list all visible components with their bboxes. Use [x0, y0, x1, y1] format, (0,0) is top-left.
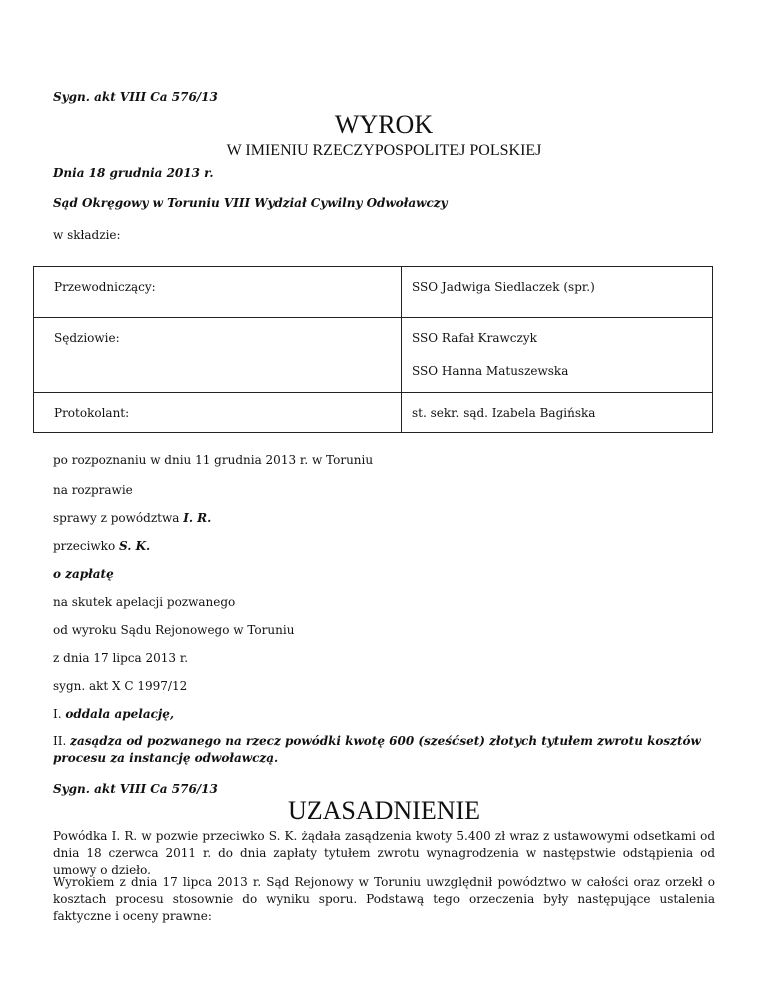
judgment-date: Dnia 18 grudnia 2013 r.	[53, 166, 214, 180]
justification-signature: Sygn. akt VIII Ca 576/13	[53, 782, 218, 796]
justification-title: UZASADNIENIE	[287, 796, 481, 825]
composition-label: w składzie:	[53, 228, 121, 242]
clerk-value: st. sekr. sąd. Izabela Bagińska	[402, 393, 713, 433]
ruling-item-2-number: II.	[53, 734, 67, 748]
justification-paragraph-1: Powódka I. R. w pozwie przeciwko S. K. żądała zasądzenia kwoty 5.400 zł wraz z ustawowymi odsetkami od dnia 18 czerwca 2011 r. do dnia zapłaty tytułem zwrotu wynagrodzenia w następstwie odstąpienia od umowy o dzieło.	[53, 829, 715, 877]
court-name: Sąd Okręgowy w Toruniu VIII Wydział Cywilny Odwoławczy	[53, 196, 448, 210]
document-subtitle: W IMIENIU RZECZYPOSPOLITEJ POLSKIEJ	[226, 142, 542, 159]
from-judgment-line: od wyroku Sądu Rejonowego w Toruniu	[53, 623, 295, 637]
panel-table	[33, 266, 713, 433]
panel-row-clerk	[34, 393, 713, 433]
clerk-label: Protokolant:	[34, 393, 402, 433]
chair-label: Przewodniczący:	[34, 267, 402, 318]
mode-line: na rozprawie	[53, 483, 133, 497]
ruling-item-2-text: zasądza od pozwanego na rzecz powódki kwotę 600 (sześćset) złotych tytułem zwrotu kosztów procesu za instancję odwoławczą.	[53, 734, 701, 765]
ruling-item-1-text: oddala apelację,	[65, 707, 175, 721]
against-prefix: przeciwko	[53, 539, 119, 553]
against-line	[53, 538, 150, 555]
defendant: S. K.	[118, 539, 151, 553]
case-number-line: sygn. akt X C 1997/12	[53, 679, 188, 693]
panel-row-judges	[34, 318, 713, 393]
panel-row-chair	[34, 267, 713, 318]
ruling-item-1-number: I.	[53, 707, 62, 721]
judges-label: Sędziowie:	[34, 318, 402, 393]
judge-name: SSO Rafał Krawczyk	[412, 331, 537, 345]
judge-name: SSO Hanna Matuszewska	[412, 364, 569, 378]
document-title: WYROK	[334, 110, 434, 139]
judgment-date-line: z dnia 17 lipca 2013 r.	[53, 651, 189, 665]
ruling-item-2	[53, 733, 715, 767]
justification-paragraph-2: Wyrokiem z dnia 17 lipca 2013 r. Sąd Rejonowy w Toruniu uwzględnił powództwo w całości oraz orzekł o kosztach procesu stosownie do wyniku sporu. Podstawą tego orzeczenia były następujące ustalenia faktyczne i oceny prawne:	[53, 875, 715, 923]
hearing-line: po rozpoznaniu w dniu 11 grudnia 2013 r. w Toruniu	[53, 453, 374, 467]
case-signature: Sygn. akt VIII Ca 576/13	[53, 90, 218, 104]
judges-values	[402, 318, 713, 393]
subject-line: o zapłatę	[53, 567, 114, 581]
case-prefix: sprawy z powództwa	[53, 511, 184, 525]
case-line	[53, 510, 211, 527]
plaintiff: I. R.	[183, 511, 212, 525]
chair-value: SSO Jadwiga Siedlaczek (spr.)	[402, 267, 713, 318]
ruling-item-1	[53, 706, 174, 723]
appeal-line: na skutek apelacji pozwanego	[53, 595, 236, 609]
